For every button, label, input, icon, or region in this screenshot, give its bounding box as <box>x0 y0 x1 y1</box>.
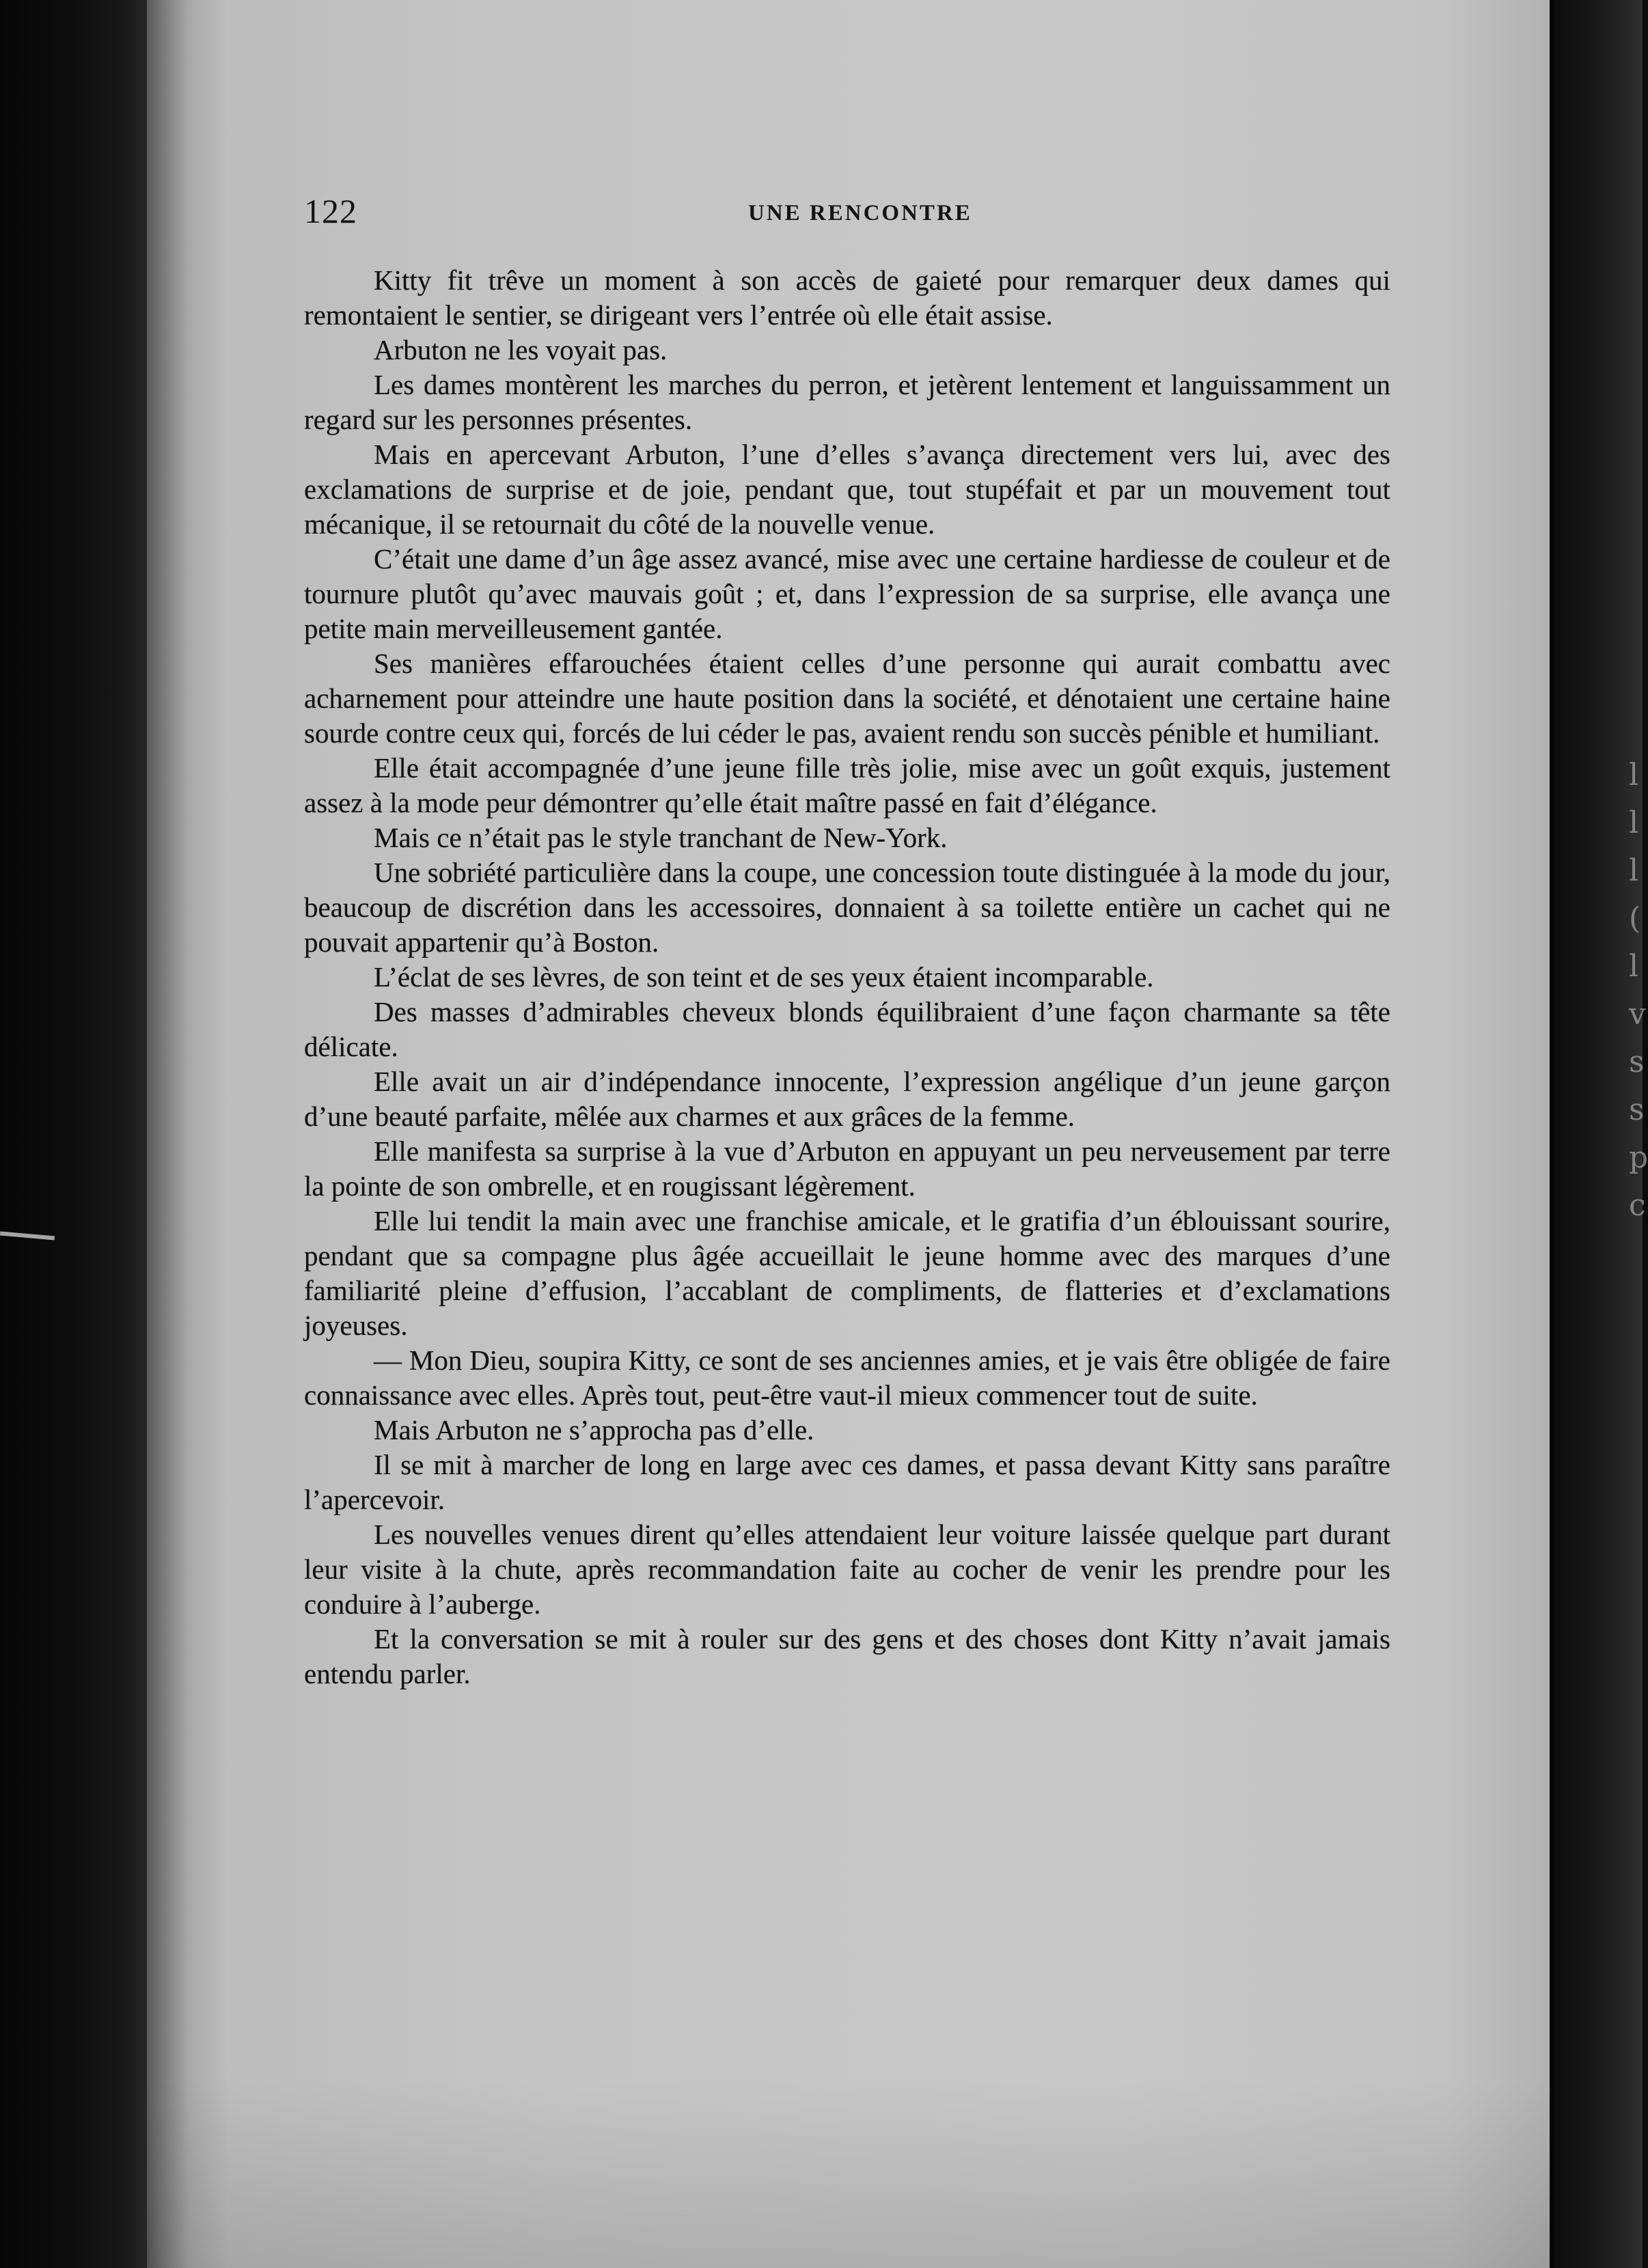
fragment: l <box>1629 805 1639 840</box>
paragraph: Des masses d’admirables cheveux blonds équilibraient d’une façon charmante sa tête délicate. <box>304 996 1390 1062</box>
paragraph: Et la conversation se mit à rouler sur des gens et des choses dont Kitty n’avait jamais entendu parler. <box>304 1623 1390 1689</box>
fragment: s <box>1629 1092 1645 1127</box>
running-title: UNE RENCONTRE <box>748 201 972 225</box>
paragraph: Les nouvelles venues dirent qu’elles attendaient leur voiture laissée quelque part durant leur visite à la chute, après recommandation faite au cocher de venir les prendre pour les conduire à l’auberge. <box>304 1519 1390 1620</box>
page-number: 122 <box>304 192 357 230</box>
paragraph: Une sobriété particulière dans la coupe, une concession toute distinguée à la mode du jour, beaucoup de discrétion dans les accessoires, donnaient à sa toilette entière un cachet qui ne pouvait appartenir qu’à Boston. <box>304 857 1390 958</box>
fragment: l <box>1629 758 1639 792</box>
paragraph: Ses manières effarouchées étaient celles d’une personne qui aurait combattu avec acharnement pour atteindre une haute position dans la société, et dénotaient une certaine haine sourde contre ceux qui, forcés de lui céder le pas, avaient rendu son succès pénible et humiliant. <box>304 648 1390 749</box>
paragraph: Mais en apercevant Arbuton, l’une d’elles s’avança directement vers lui, avec des exclamations de surprise et de joie, pendant que, tout stupéfait et par un mouvement tout mécanique, il se retournait du côté de la nouvelle venue. <box>304 439 1390 540</box>
paragraph: Les dames montèrent les marches du perron, et jetèrent lentement et languissamment un regard sur les personnes présentes. <box>304 369 1390 435</box>
fragment: p <box>1629 1140 1648 1175</box>
fragment: l <box>1629 949 1639 984</box>
fragment: v <box>1629 997 1646 1032</box>
paragraph: Elle était accompagnée d’une jeune fille très jolie, mise avec un goût exquis, justement assez à la mode peur démontrer qu’elle était maître passé en fait d’élégance. <box>304 752 1390 818</box>
paragraph: Elle manifesta sa surprise à la vue d’Arbuton en appuyant un peu nerveusement par terre la pointe de son ombrelle, et en rougissant légèrement. <box>304 1135 1390 1202</box>
paragraph: Mais ce n’était pas le style tranchant de New-York. <box>374 822 948 853</box>
page-body-text <box>304 263 1390 1691</box>
gutter-edge <box>1550 0 1554 2268</box>
paragraph: Il se mit à marcher de long en large avec ces dames, et passa devant Kitty sans paraître l’apercevoir. <box>304 1449 1390 1515</box>
fragment: c <box>1629 1188 1646 1223</box>
paragraph: Kitty fit trêve un moment à son accès de gaieté pour remarquer deux dames qui remontaient le sentier, se dirigeant vers l’entrée où elle était assise. <box>304 264 1390 331</box>
paragraph: Mais Arbuton ne s’approcha pas d’elle. <box>374 1414 814 1446</box>
paragraph: Elle avait un air d’indépendance innocente, l’expression angélique d’un jeune garçon d’une beauté parfaite, mêlée aux charmes et aux grâces de la femme. <box>304 1066 1390 1132</box>
page-header <box>304 191 1390 246</box>
left-scan-border <box>0 0 154 2268</box>
fragment: l <box>1629 853 1639 888</box>
paragraph: Arbuton ne les voyait pas. <box>374 334 668 365</box>
paragraph: — Mon Dieu, soupira Kitty, ce sont de ses anciennes amies, et je vais être obligée de faire connaissance avec elles. Après tout, peut-être vaut-il mieux commencer tout de suite. <box>304 1344 1390 1411</box>
fragment: s <box>1629 1045 1645 1079</box>
paragraph: Elle lui tendit la main avec une franchise amicale, et le gratifia d’un éblouissant sourire, pendant que sa compagne plus âgée accueillait le jeune homme avec des marques d’une familiarité pleine d’effusion, l’accablant de compliments, de flatteries et d’exclamations joyeuses. <box>304 1205 1390 1341</box>
next-page-edge-fragments <box>1629 751 1648 1708</box>
fragment: ( <box>1629 901 1641 936</box>
paragraph: L’éclat de ses lèvres, de son teint et de ses yeux étaient incomparable. <box>374 961 1154 993</box>
paragraph: C’était une dame d’un âge assez avancé, mise avec une certaine hardiesse de couleur et de tournure plutôt qu’avec mauvais goût ; et, dans l’expression de sa surprise, elle avança une petite main merveilleusement gantée. <box>304 543 1390 644</box>
